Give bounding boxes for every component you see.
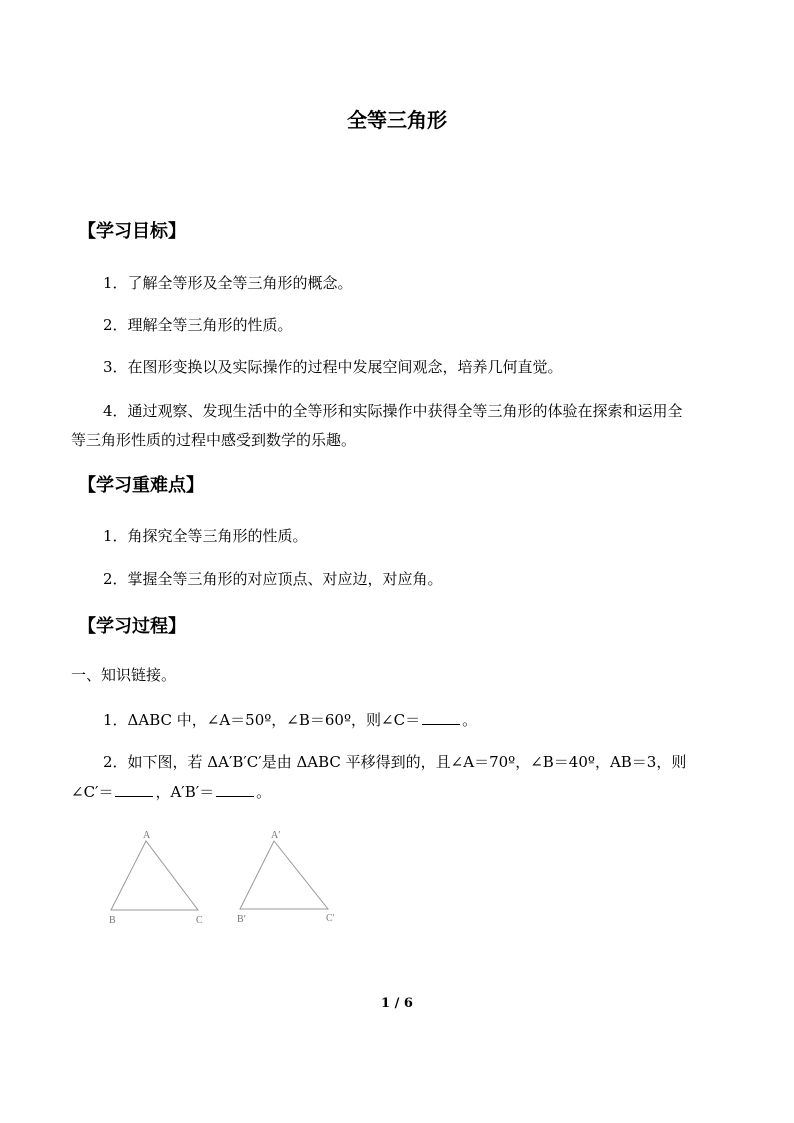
key-point-item: 1．角探究全等三角形的性质。 <box>103 527 308 545</box>
triangle-abc <box>111 841 198 910</box>
label-b-prime: B′ <box>237 914 246 925</box>
label-a: A <box>143 830 151 841</box>
label-a-prime: A′ <box>271 830 281 841</box>
question-1 <box>103 709 477 730</box>
question-2-part-a: ∠C′＝ <box>71 783 114 801</box>
label-c: C <box>196 915 203 926</box>
question-1-text: 1．ΔABC 中，∠A＝50º，∠B＝60º，则∠C＝ <box>103 711 421 729</box>
goal-item: 4．通过观察、发现生活中的全等形和实际操作中获得全等三角形的体验在探索和运用全 <box>103 402 683 420</box>
answer-blank[interactable] <box>422 710 460 725</box>
goal-item-continuation: 等三角形性质的过程中感受到数学的乐趣。 <box>71 431 357 449</box>
process-header: 【学习过程】 <box>78 616 186 637</box>
question-2-line-1: 2．如下图，若 ΔA′B′C′是由 ΔABC 平移得到的，且∠A＝70º，∠B＝40º，AB＝3，则 <box>103 753 687 771</box>
triangle-abc-prime <box>240 841 328 909</box>
goal-item: 2．理解全等三角形的性质。 <box>103 316 293 334</box>
label-b: B <box>109 915 116 926</box>
answer-blank[interactable] <box>216 782 254 797</box>
answer-blank[interactable] <box>115 782 153 797</box>
question-1-end: 。 <box>462 711 478 729</box>
goal-item: 3．在图形变换以及实际操作的过程中发展空间观念，培养几何直觉。 <box>103 358 563 376</box>
page-number: 1 / 6 <box>381 996 413 1011</box>
triangles-figure <box>100 825 360 935</box>
question-2-line-2 <box>71 781 271 802</box>
page-title: 全等三角形 <box>347 108 447 132</box>
key-point-item: 2．掌握全等三角形的对应顶点、对应边，对应角。 <box>103 570 443 588</box>
question-2-part-b: ，A′B′＝ <box>155 783 215 801</box>
part1-title: 一、知识链接。 <box>71 666 177 684</box>
key-points-header: 【学习重难点】 <box>78 475 204 496</box>
label-c-prime: C′ <box>326 913 335 924</box>
question-2-part-c: 。 <box>256 783 272 801</box>
goals-header: 【学习目标】 <box>78 221 186 242</box>
goal-item: 1．了解全等形及全等三角形的概念。 <box>103 274 353 292</box>
